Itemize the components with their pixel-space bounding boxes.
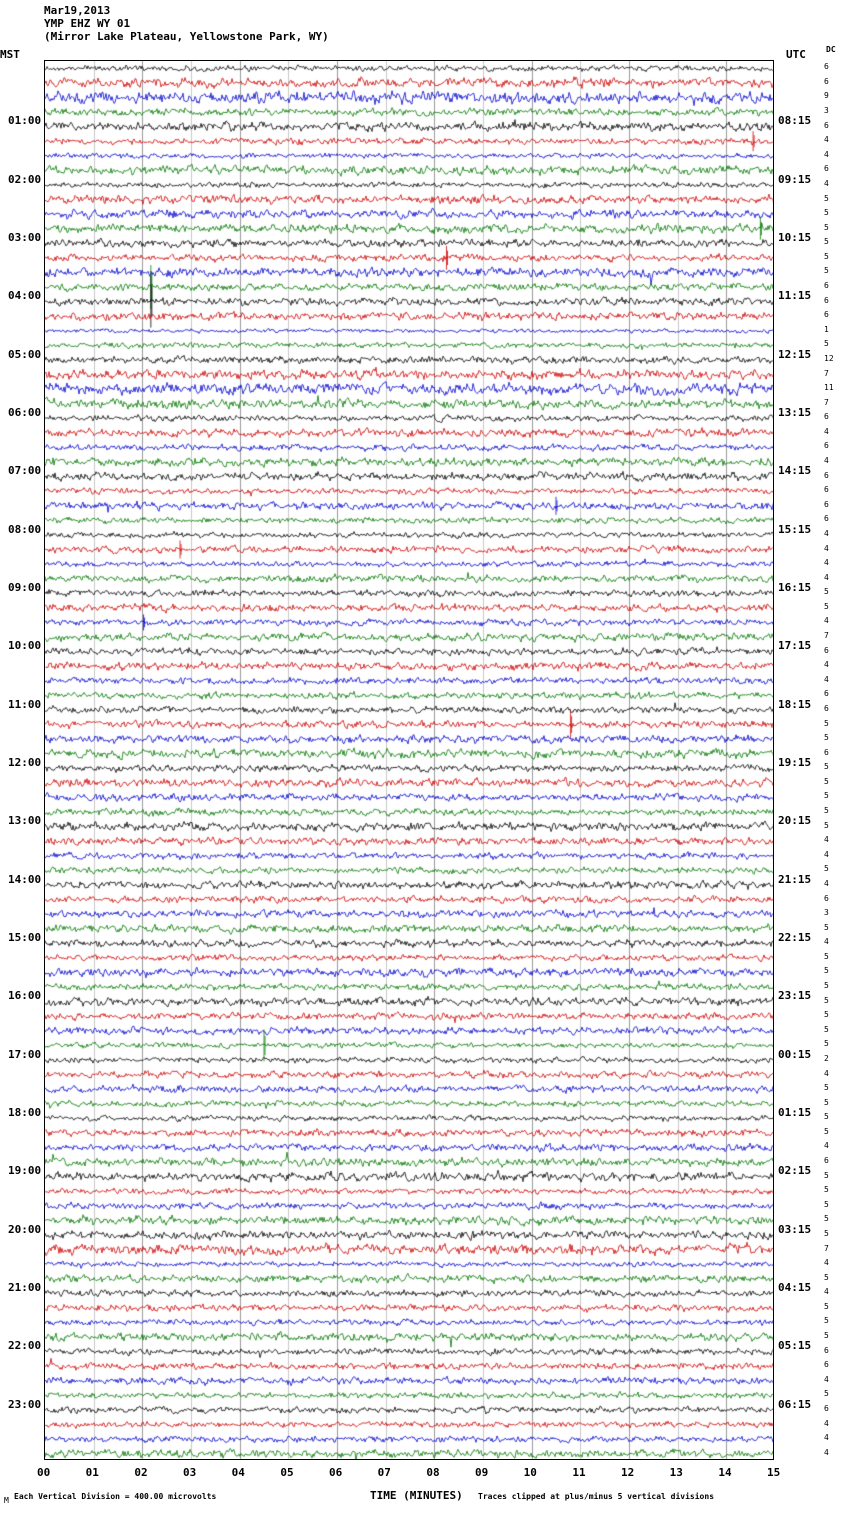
x-tick-label: 03 (183, 1466, 197, 1479)
utc-label: 10:15 (778, 231, 812, 244)
utc-label: 21:15 (778, 872, 812, 886)
hour-label: 08:00 (8, 522, 42, 536)
dc-value: 5 (824, 1316, 829, 1326)
dc-value: 5 (824, 251, 829, 261)
dc-value: 12 (824, 353, 834, 363)
hour-label: 04:00 (8, 289, 42, 303)
utc-label: 08:15 (778, 114, 812, 128)
hour-label: 03:00 (8, 231, 42, 244)
dc-value: 6 (824, 703, 829, 713)
x-tick-label: 01 (85, 1466, 99, 1479)
dc-value: 7 (824, 397, 829, 407)
dc-value: 7 (824, 368, 829, 378)
x-tick-label: 13 (669, 1466, 683, 1479)
dc-value: 7 (824, 631, 829, 641)
hour-label: 07:00 (8, 464, 42, 478)
dc-value: 5 (824, 601, 829, 611)
dc-value: 6 (824, 1156, 829, 1166)
dc-value: 5 (824, 1214, 829, 1224)
hour-label: 16:00 (8, 989, 42, 1003)
hour-label: 19:00 (8, 1164, 42, 1178)
dc-value: 11 (824, 383, 834, 393)
dc-value: 5 (824, 806, 829, 816)
helicorder-plot (44, 60, 774, 1460)
dc-value: 6 (824, 1360, 829, 1370)
dc-value: 4 (824, 456, 829, 466)
dc-value: 4 (824, 878, 829, 888)
dc-value: 4 (824, 937, 829, 947)
utc-label: 00:15 (778, 1047, 812, 1061)
header-station: YMP EHZ WY 01 (44, 17, 131, 30)
dc-value: 5 (824, 733, 829, 743)
dc-value: 4 (824, 1447, 829, 1457)
utc-label: 23:15 (778, 989, 812, 1003)
x-tick-label: 10 (523, 1466, 537, 1479)
dc-value: 6 (824, 1403, 829, 1413)
dc-value: 5 (824, 718, 829, 728)
dc-value: 5 (824, 1228, 829, 1238)
dc-value: 5 (824, 1039, 829, 1049)
dc-value: 4 (824, 1418, 829, 1428)
dc-value: 5 (824, 1272, 829, 1282)
x-tick-label: 12 (621, 1466, 635, 1479)
hour-label: 10:00 (8, 639, 42, 653)
utc-label: 11:15 (778, 289, 812, 303)
dc-value: 6 (824, 499, 829, 509)
utc-label: 03:15 (778, 1222, 812, 1236)
dc-value: 6 (824, 470, 829, 480)
dc-value: 5 (824, 995, 829, 1005)
dc-value: 5 (824, 951, 829, 961)
dc-value: 4 (824, 1433, 829, 1443)
dc-value: 5 (824, 981, 829, 991)
dc-value: 4 (824, 1374, 829, 1384)
dc-value: 4 (824, 528, 829, 538)
dc-value: 5 (824, 1185, 829, 1195)
utc-label: 16:15 (778, 581, 812, 594)
dc-value: 5 (824, 222, 829, 232)
dc-value: 5 (824, 1097, 829, 1107)
footer-clip-note: Traces clipped at plus/minus 5 vertical divisions (478, 1492, 715, 1501)
x-tick-label: 07 (377, 1466, 391, 1479)
hour-label: 13:00 (8, 814, 42, 828)
dc-value: 6 (824, 1345, 829, 1355)
dc-value: 4 (824, 1141, 829, 1151)
dc-value: 5 (824, 1112, 829, 1122)
axis-label-utc: UTC (786, 48, 806, 61)
axis-label-dc: DC (826, 45, 836, 54)
hour-label: 02:00 (8, 172, 42, 186)
hour-label: 20:00 (8, 1222, 42, 1236)
utc-label: 19:15 (778, 756, 812, 769)
dc-value: 4 (824, 1258, 829, 1268)
dc-value: 3 (824, 908, 829, 918)
utc-label: 05:15 (778, 1339, 812, 1353)
dc-value: 5 (824, 1301, 829, 1311)
dc-value: 5 (824, 339, 829, 349)
dc-value: 5 (824, 1083, 829, 1093)
utc-label: 12:15 (778, 347, 812, 361)
hour-label: 06:00 (8, 406, 42, 419)
utc-label: 04:15 (778, 1281, 812, 1294)
utc-label: 09:15 (778, 172, 812, 186)
x-tick-label: 08 (426, 1466, 440, 1479)
footer-xaxis-title: TIME (MINUTES) (370, 1489, 463, 1502)
dc-value: 6 (824, 689, 829, 699)
dc-value: 6 (824, 120, 829, 130)
dc-value: 3 (824, 106, 829, 116)
dc-value: 6 (824, 295, 829, 305)
utc-label: 02:15 (778, 1164, 812, 1178)
dc-value: 4 (824, 426, 829, 436)
dc-value: 5 (824, 922, 829, 932)
dc-value: 6 (824, 62, 829, 72)
hour-label: 23:00 (8, 1397, 42, 1411)
hour-label: 01:00 (8, 114, 42, 128)
x-tick-label: 06 (329, 1466, 343, 1479)
x-tick-label: 14 (718, 1466, 732, 1479)
dc-value: 4 (824, 178, 829, 188)
dc-value: 5 (824, 1126, 829, 1136)
dc-value: 1 (824, 324, 829, 334)
dc-value: 5 (824, 1389, 829, 1399)
dc-value: 6 (824, 76, 829, 86)
dc-value: 4 (824, 149, 829, 159)
hour-label: 09:00 (8, 581, 42, 594)
dc-value: 4 (824, 572, 829, 582)
dc-value: 4 (824, 616, 829, 626)
dc-value: 4 (824, 558, 829, 568)
utc-label: 18:15 (778, 697, 812, 711)
dc-value: 5 (824, 1010, 829, 1020)
dc-value: 6 (824, 893, 829, 903)
dc-value: 5 (824, 820, 829, 830)
dc-value: 5 (824, 1024, 829, 1034)
utc-label: 14:15 (778, 464, 812, 478)
utc-label: 15:15 (778, 522, 812, 536)
x-tick-label: 15 (767, 1466, 781, 1479)
hour-label: 18:00 (8, 1106, 42, 1119)
dc-value: 5 (824, 208, 829, 218)
dc-value: 5 (824, 266, 829, 276)
dc-value: 4 (824, 849, 829, 859)
dc-value: 6 (824, 747, 829, 757)
dc-value: 5 (824, 1199, 829, 1209)
hour-label: 22:00 (8, 1339, 42, 1353)
dc-value: 4 (824, 135, 829, 145)
header-date: Mar19,2013 (44, 4, 111, 17)
trace-canvas (45, 61, 774, 1460)
dc-value: 5 (824, 791, 829, 801)
x-tick-label: 02 (134, 1466, 148, 1479)
dc-value: 7 (824, 1243, 829, 1253)
utc-label: 13:15 (778, 406, 812, 419)
dc-value: 5 (824, 762, 829, 772)
dc-value: 6 (824, 310, 829, 320)
utc-label: 06:15 (778, 1397, 812, 1411)
utc-label: 17:15 (778, 639, 812, 653)
x-tick-label: 11 (572, 1466, 586, 1479)
dc-value: 6 (824, 645, 829, 655)
header-location: (Mirror Lake Plateau, Yellowstone Park, WY) (44, 30, 329, 43)
utc-label: 22:15 (778, 931, 812, 944)
dc-value: 5 (824, 776, 829, 786)
hour-label: 11:00 (8, 697, 42, 711)
chart-header (44, 4, 329, 43)
dc-value: 6 (824, 514, 829, 524)
footer-m-mark: M (4, 1496, 9, 1505)
dc-value: 6 (824, 164, 829, 174)
dc-value: 6 (824, 412, 829, 422)
dc-value: 9 (824, 91, 829, 101)
x-tick-label: 04 (231, 1466, 245, 1479)
dc-value: 4 (824, 660, 829, 670)
dc-value: 4 (824, 835, 829, 845)
dc-value: 5 (824, 966, 829, 976)
dc-value: 6 (824, 441, 829, 451)
x-tick-label: 00 (37, 1466, 51, 1479)
x-tick-label: 05 (280, 1466, 294, 1479)
dc-value: 5 (824, 864, 829, 874)
dc-value: 4 (824, 1068, 829, 1078)
dc-value: 5 (824, 1170, 829, 1180)
dc-value: 4 (824, 1287, 829, 1297)
dc-value: 5 (824, 587, 829, 597)
dc-value: 4 (824, 674, 829, 684)
utc-label: 20:15 (778, 814, 812, 828)
dc-value: 2 (824, 1053, 829, 1063)
footer-scale-note: Each Vertical Division = 400.00 microvolts (14, 1492, 217, 1501)
dc-value: 4 (824, 543, 829, 553)
hour-label: 21:00 (8, 1281, 42, 1294)
dc-value: 6 (824, 485, 829, 495)
axis-label-mst: MST (0, 48, 20, 61)
dc-value: 5 (824, 193, 829, 203)
hour-label: 17:00 (8, 1047, 42, 1061)
hour-label: 05:00 (8, 347, 42, 361)
dc-value: 6 (824, 281, 829, 291)
dc-value: 5 (824, 237, 829, 247)
hour-label: 14:00 (8, 872, 42, 886)
dc-value: 5 (824, 1331, 829, 1341)
hour-label: 12:00 (8, 756, 42, 769)
hour-label: 15:00 (8, 931, 42, 944)
utc-label: 01:15 (778, 1106, 812, 1119)
x-tick-label: 09 (475, 1466, 489, 1479)
